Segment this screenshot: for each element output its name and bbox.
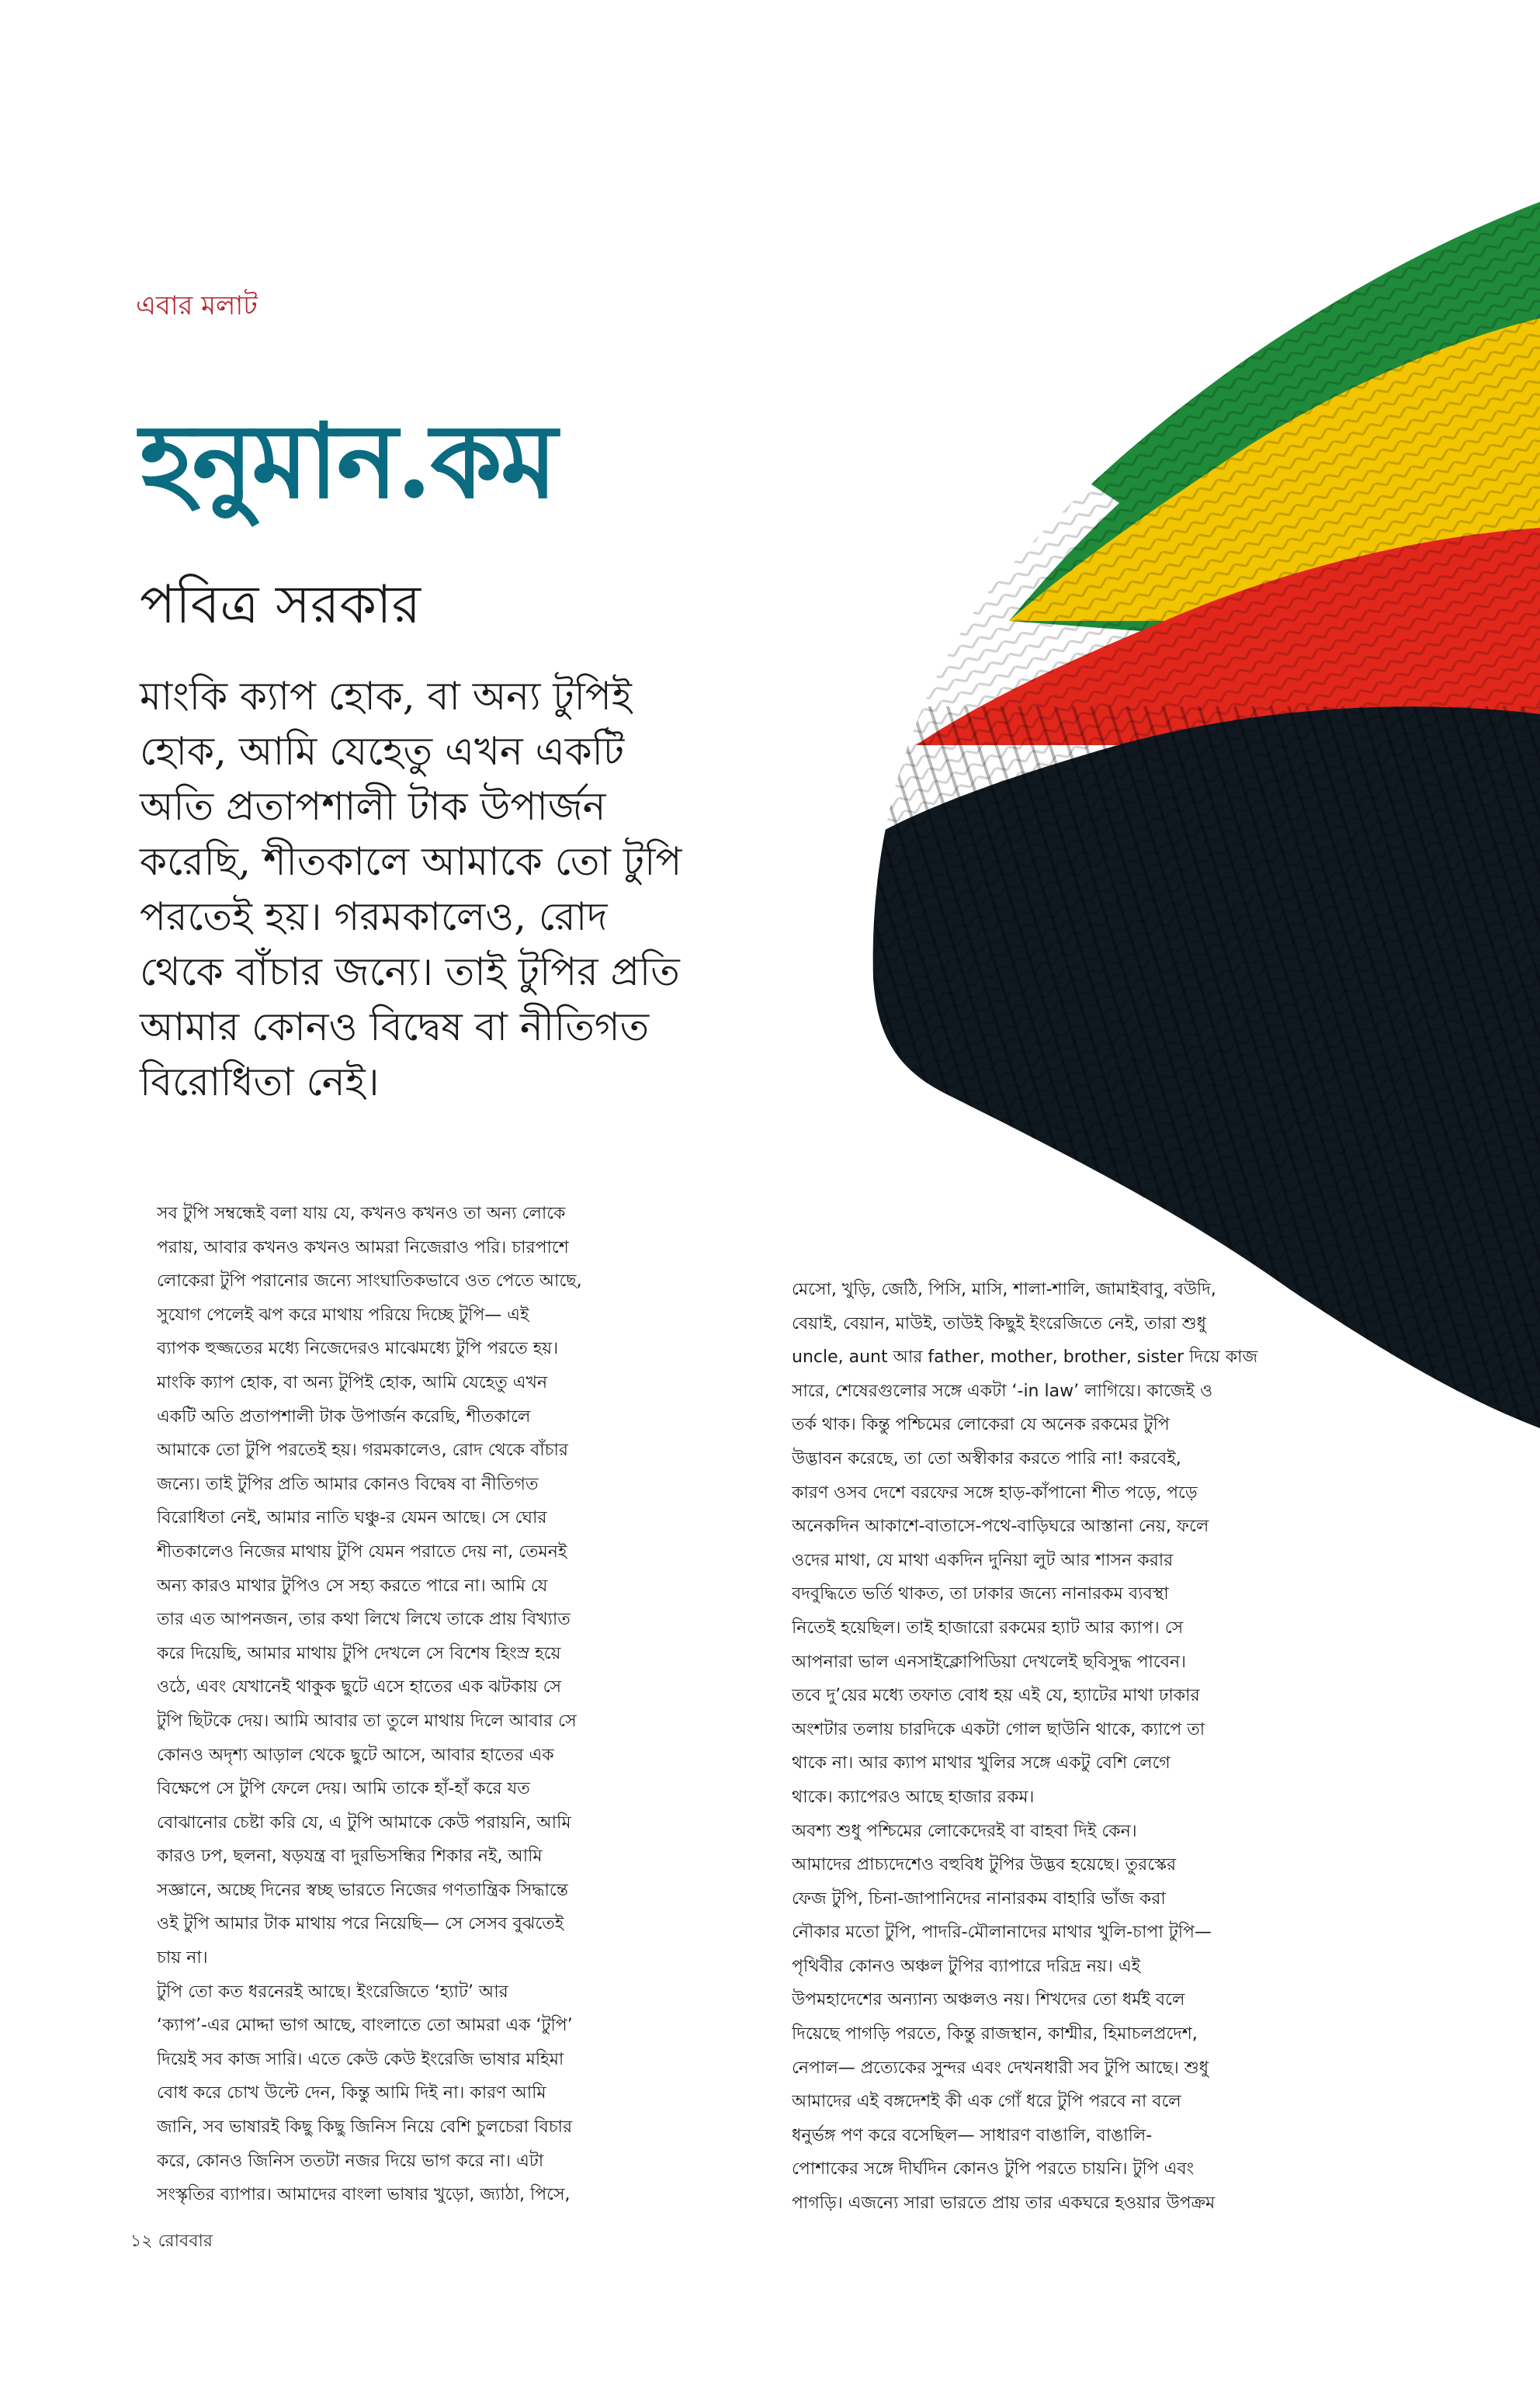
body-line: পৃথিবীর কোনও অঞ্চল টুপির ব্যাপারে দরিদ্র নয়। এই <box>792 1956 1141 1976</box>
body-line: বিরোধিতা নেই, আমার নাতি ঘঞ্চু-র যেমন আছে। সে ঘোর <box>157 1508 547 1528</box>
body-line: ধনুর্ভঙ্গ পণ করে বসেছিল— সাধারণ বাঙালি, বাঙালি- <box>792 2125 1153 2145</box>
lead-line: করেছি, শীতকালে আমাকে তো টুপি <box>140 839 682 884</box>
body-line: টুপি ছিটকে দেয়। আমি আবার তা তুলে মাথায় দিলে আবার সে <box>157 1711 577 1731</box>
body-line: ফেজ টুপি, চিনা-জাপানিদের নানারকম বাহারি ভাঁজ করা <box>792 1888 1166 1909</box>
body-line: uncle, aunt আর father, mother, brother, sister দিয়ে কাজ <box>792 1347 1258 1368</box>
body-line: ওই টুপি আমার টাক মাথায় পরে নিয়েছি— সে সেসব বুঝতেই <box>157 1914 564 1934</box>
knit-hat-image <box>854 202 1540 1428</box>
section-label: এবার মলাট <box>136 290 258 321</box>
body-line: সজ্ঞানে, অচ্ছে দিনের স্বচ্ছ ভারতে নিজের গণতান্ত্রিক সিদ্ধান্তে <box>157 1880 568 1900</box>
body-column-right <box>792 1273 1366 2221</box>
lead-line: বিরোধিতা নেই। <box>140 1060 380 1105</box>
body-line: শীতকালেও নিজের মাথায় টুপি যেমন পরাতে দেয় না, তেমনই <box>157 1542 567 1562</box>
page-folio: ১২ রোববার <box>130 2232 213 2251</box>
body-line: করে, কোনও জিনিস ততটা নজর দিয়ে ভাগ করে না। এটা <box>157 2151 544 2171</box>
body-line: নিতেই হয়েছিল। তাই হাজারো রকমের হ্যাট আর ক্যাপ। সে <box>792 1618 1184 1638</box>
body-line: জন্যে। তাই টুপির প্রতি আমার কোনও বিদ্বেষ বা নীতিগত <box>157 1474 539 1494</box>
body-line: আমাকে তো টুপি পরতেই হয়। গরমকালেও, রোদ থেকে বাঁচার <box>157 1441 568 1461</box>
body-line: জানি, সব ভাষারই কিছু কিছু জিনিস নিয়ে বেশি চুলচেরা বিচার <box>157 2117 573 2138</box>
body-line: বোধ করে চোখ উল্টে দেন, কিন্তু আমি দিই না। কারণ আমি <box>157 2083 546 2103</box>
body-line: একটি অতি প্রতাপশালী টাক উপার্জন করেছি, শীতকালে <box>157 1406 531 1427</box>
lead-line: আমার কোনও বিদ্বেষ বা নীতিগত <box>140 1004 650 1049</box>
body-line: অন্য কারও মাথার টুপিও সে সহ্য করতে পারে না। আমি যে <box>157 1576 548 1596</box>
body-line: বেয়াই, বেয়ান, মাউই, তাউই কিছুই ইংরেজিতে নেই, তারা শুধু <box>792 1313 1206 1333</box>
body-line: তবে দু’য়ের মধ্যে তফাত বোধ হয় এই যে, হ্যাটের মাথা ঢাকার <box>792 1686 1200 1706</box>
body-line: কারণ ওসব দেশে বরফের সঙ্গে হাড়-কাঁপানো শীত পড়ে, পড়ে <box>792 1483 1198 1503</box>
lead-line: হোক, আমি যেহেতু এখন একটি <box>140 729 625 774</box>
body-line: ওঠে, এবং যেখানেই থাকুক ছুটে এসে হাতের এক ঝটকায় সে <box>157 1677 562 1698</box>
body-line: নেপাল— প্রত্যেকের সুন্দর এবং দেখনধারী সব টুপি আছে। শুধু <box>792 2058 1209 2078</box>
body-line: লোকেরা টুপি পরানোর জন্যে সাংঘাতিকভাবে ওত পেতে আছে, <box>157 1271 582 1292</box>
body-line: পোশাকের সঙ্গে দীর্ঘদিন কোনও টুপি পরতে চায়নি। টুপি এবং <box>792 2159 1195 2180</box>
body-line: তর্ক থাক। কিন্তু পশ্চিমের লোকেরা যে অনেক রকমের টুপি <box>792 1415 1170 1435</box>
body-line: অংশটার তলায় চারদিকে একটা গোল ছাউনি থাকে, ক্যাপে তা <box>792 1719 1205 1739</box>
body-line: মেসো, খুড়ি, জেঠি, পিসি, মাসি, শালা-শালি, জামাইবাবু, বউদি, <box>792 1280 1216 1299</box>
article-title: হনুমান.কম <box>140 401 557 522</box>
body-line: নৌকার মতো টুপি, পাদরি-মৌলানাদের মাথার খুলি-চাপা টুপি— <box>792 1923 1212 1943</box>
lead-line: অতি প্রতাপশালী টাক উপার্জন <box>140 784 606 829</box>
body-column-left <box>157 1197 727 2212</box>
body-line: ওদের মাথা, যে মাথা একদিন দুনিয়া লুট আর শাসন করার <box>792 1550 1174 1570</box>
body-line: সংস্কৃতির ব্যাপার। আমাদের বাংলা ভাষার খুড়ো, জ্যাঠা, পিসে, <box>157 2185 571 2205</box>
body-line: বিক্ষেপে সে টুপি ফেলে দেয়। আমি তাকে হাঁ-হাঁ করে যত <box>157 1779 530 1799</box>
body-line: সারে, শেষেরগুলোর সঙ্গে একটা ‘-in law’ লাগিয়ে। কাজেই ও <box>792 1381 1213 1401</box>
lead-paragraph <box>140 669 714 1110</box>
body-line: টুপি তো কত ধরনেরই আছে। ইংরেজিতে ‘হ্যাট’ আর <box>157 1982 508 2002</box>
body-line: ‘ক্যাপ’-এর মোদ্দা ভাগ আছে, বাংলাতে তো আমরা এক ‘টুপি’ <box>157 2016 573 2036</box>
body-line: তার এত আপনজন, তার কথা লিখে লিখে তাকে প্রায় বিখ্যাত <box>157 1610 571 1630</box>
body-line: চায় না। <box>157 1948 208 1968</box>
body-line: বোঝানোর চেষ্টা করি যে, এ টুপি আমাকে কেউ পরায়নি, আমি <box>157 1812 571 1833</box>
body-line: কোনও অদৃশ্য আড়াল থেকে ছুটে আসে, আবার হাতের এক <box>157 1745 554 1765</box>
body-line: করে দিয়েছি, আমার মাথায় টুপি দেখলে সে বিশেষ হিংস্র হয়ে <box>157 1643 561 1663</box>
body-line: পাগড়ি। এজন্যে সারা ভারতে প্রায় তার একঘরে হওয়ার উপক্রম <box>792 2194 1216 2214</box>
body-line: বদবুদ্ধিতে ভর্তি থাকত, তা ঢাকার জন্যে নানারকম ব্যবস্থা <box>792 1584 1169 1604</box>
body-line: অবশ্য শুধু পশ্চিমের লোকেদেরই বা বাহবা দিই কেন। <box>792 1821 1137 1841</box>
body-line: দিয়েই সব কাজ সারি। এতে কেউ কেউ ইংরেজি ভাষার মহিমা <box>157 2049 564 2069</box>
body-line: আপনারা ভাল এনসাইক্লোপিডিয়া দেখলেই ছবিসুদ্ধ পাবেন। <box>792 1652 1186 1672</box>
body-line: ব্যাপক হুজ্জতের মধ্যে নিজেদেরও মাঝেমধ্যে টুপি পরতে হয়। <box>157 1339 559 1359</box>
body-line: পরায়, আবার কখনও কখনও আমরা নিজেরাও পরি। চারপাশে <box>157 1237 569 1257</box>
lead-line: পরতেই হয়। গরমকালেও, রোদ <box>140 894 608 939</box>
body-line: থাকে। ক্যাপেরও আছে হাজার রকম। <box>792 1787 1035 1807</box>
body-line: সব টুপি সম্বন্ধেই বলা যায় যে, কখনও কখনও তা অন্য লোকে <box>157 1204 566 1223</box>
body-line: থাকে না। আর ক্যাপ মাথার খুলির সঙ্গে একটু বেশি লেগে <box>792 1753 1171 1774</box>
body-line: অনেকদিন আকাশে-বাতাসে-পথে-বাড়িঘরে আস্তানা নেয়, ফলে <box>792 1517 1209 1537</box>
body-line: মাংকি ক্যাপ হোক, বা অন্য টুপিই হোক, আমি যেহেতু এখন <box>157 1372 548 1392</box>
body-line: উদ্ভাবন করেছে, তা তো অস্বীকার করতে পারি না! করবেই, <box>792 1448 1181 1469</box>
body-line: আমাদের প্রাচ্যদেশেও বহুবিধ টুপির উদ্ভব হয়েছে। তুরস্কের <box>792 1855 1177 1875</box>
lead-line: থেকে বাঁচার জন্যে। তাই টুপির প্রতি <box>140 949 680 994</box>
author-name: পবিত্র সরকার <box>140 574 421 636</box>
body-line: কারও ঢপ, ছলনা, ষড়যন্ত্র বা দুরভিসন্ধির শিকার নই, আমি <box>157 1847 543 1867</box>
body-line: আমাদের এই বঙ্গদেশই কী এক গোঁ ধরে টুপি পরবে না বলে <box>792 2092 1181 2112</box>
body-line: সুযোগ পেলেই ঝপ করে মাথায় পরিয়ে দিচ্ছে টুপি— এই <box>157 1305 529 1325</box>
lead-line: মাংকি ক্যাপ হোক, বা অন্য টুপিই <box>140 674 632 719</box>
body-line: উপমহাদেশের অন্যান্য অঞ্চলও নয়। শিখদের তো ধর্মই বলে <box>792 1990 1185 2010</box>
body-line: দিয়েছে পাগড়ি পরতে, কিন্তু রাজস্থান, কাশ্মীর, হিমাচলপ্রদেশ, <box>792 2024 1198 2044</box>
